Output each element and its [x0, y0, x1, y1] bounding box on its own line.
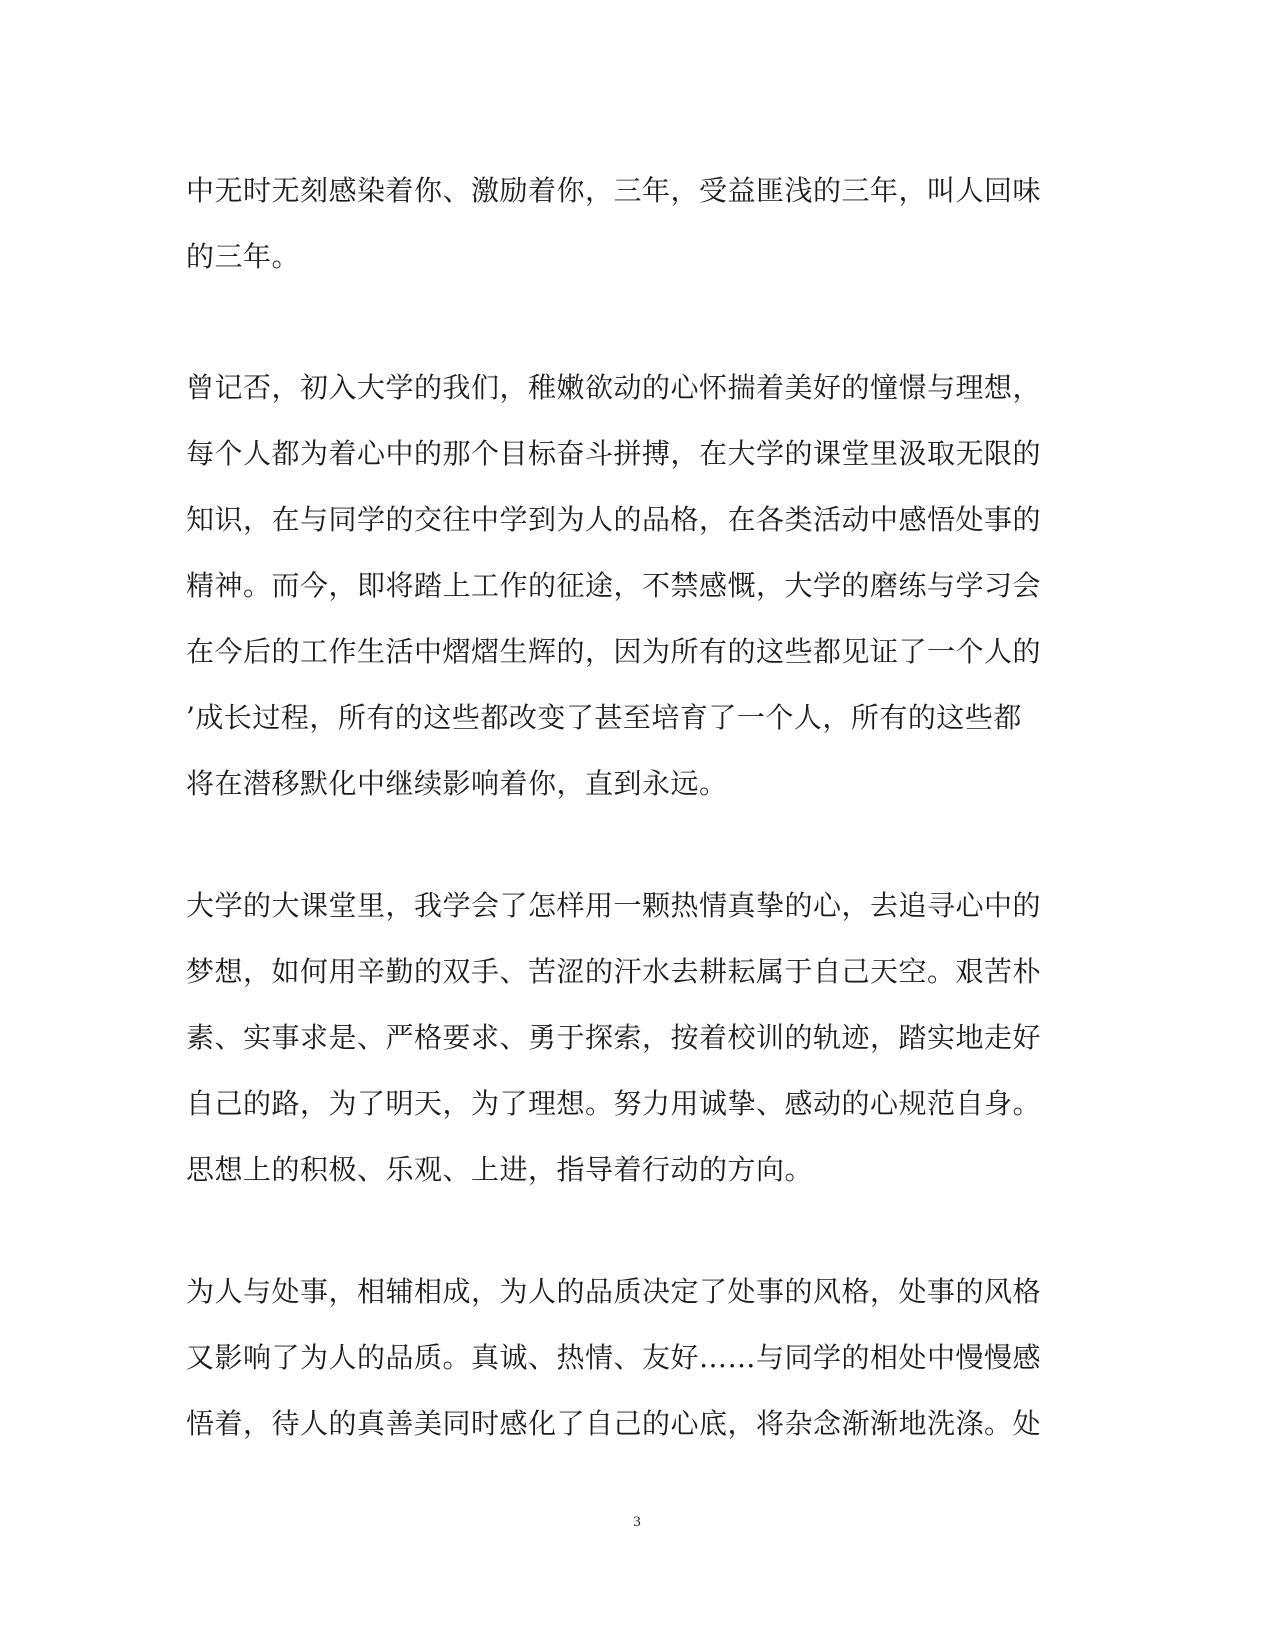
- text-line: 在今后的工作生活中熠熠生辉的，因为所有的这些都见证了一个人的: [186, 635, 1042, 668]
- text-line: 精神。而今，即将踏上工作的征途，不禁感慨，大学的磨练与学习会: [186, 569, 1042, 602]
- text-line: 又影响了为人的品质。真诚、热情、友好……与同学的相处中慢慢感: [186, 1341, 1042, 1374]
- text-line: 的三年。: [186, 240, 301, 273]
- text-line: ’成长过程，所有的这些都改变了甚至培育了一个人，所有的这些都: [186, 701, 1022, 734]
- text-line: 素、实事求是、严格要求、勇于探索，按着校训的轨迹，踏实地走好: [186, 1021, 1042, 1054]
- paragraph-1: [186, 158, 1066, 290]
- text-line: 知识，在与同学的交往中学到为人的品格，在各类活动中感悟处事的: [186, 503, 1042, 536]
- text-line: 自己的路，为了明天，为了理想。努力用诚挚、感动的心规范自身。: [186, 1087, 1042, 1120]
- text-line: 每个人都为着心中的那个目标奋斗拼搏，在大学的课堂里汲取无限的: [186, 437, 1042, 470]
- text-line: 悟着，待人的真善美同时感化了自己的心底，将杂念渐渐地洗涤。处: [186, 1407, 1042, 1440]
- text-line: 思想上的积极、乐观、上进，指导着行动的方向。: [186, 1153, 814, 1186]
- paragraph-2: [186, 355, 1066, 817]
- text-line: 将在潜移默化中继续影响着你，直到永远。: [186, 767, 728, 800]
- page-number: 3: [633, 1514, 641, 1530]
- text-line: 为人与处事，相辅相成，为人的品质决定了处事的风格，处事的风格: [186, 1275, 1042, 1308]
- text-line: 梦想，如何用辛勤的双手、苦涩的汗水去耕耘属于自己天空。艰苦朴: [186, 955, 1042, 988]
- text-line: 中无时无刻感染着你、激励着你，三年，受益匪浅的三年，叫人回味: [186, 174, 1042, 207]
- text-line: 大学的大课堂里，我学会了怎样用一颗热情真挚的心，去追寻心中的: [186, 889, 1042, 922]
- paragraph-4: [186, 1259, 1066, 1457]
- paragraph-3: [186, 873, 1066, 1203]
- text-line: 曾记否，初入大学的我们，稚嫩欲动的心怀揣着美好的憧憬与理想，: [186, 371, 1042, 404]
